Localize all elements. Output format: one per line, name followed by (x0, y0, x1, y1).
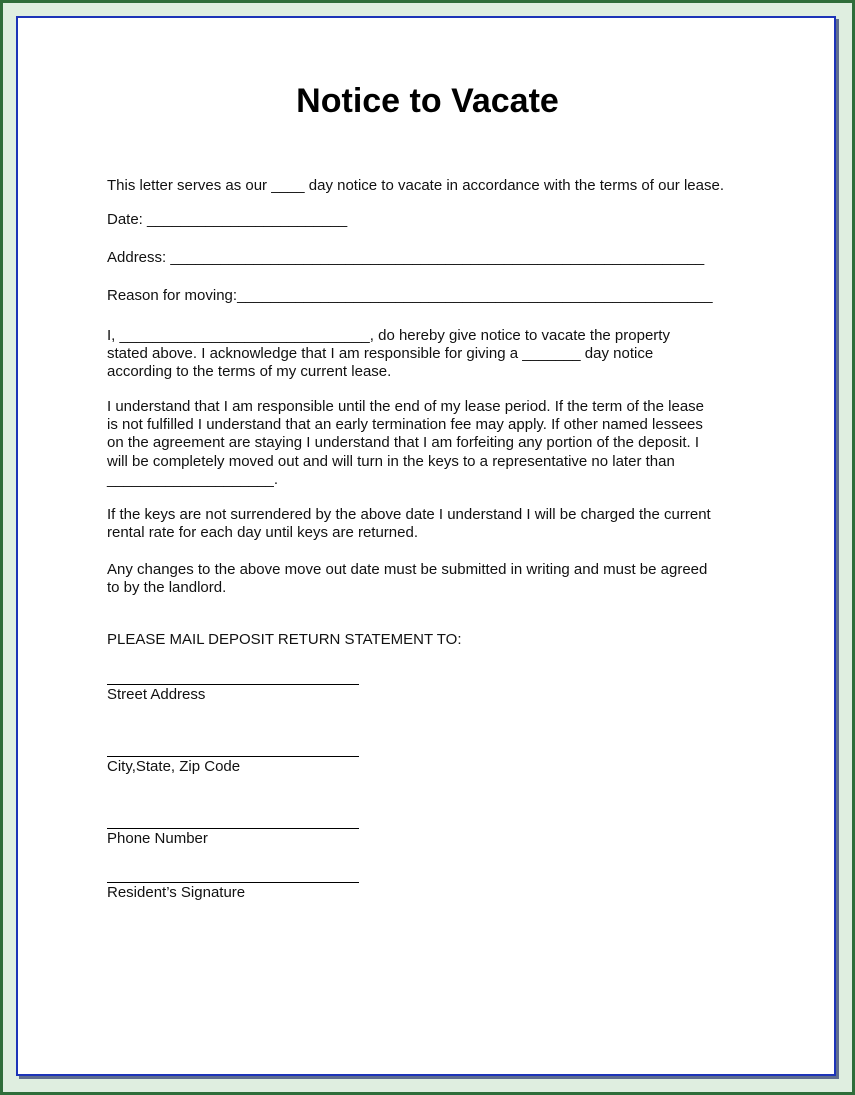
intro-line: This letter serves as our ____ day notice to vacate in accordance with the terms of our lease. (107, 177, 724, 194)
changes-line-2: to by the landlord. (107, 579, 227, 596)
changes-line-1: Any changes to the above move out date must be submitted in writing and must be agreed (107, 561, 708, 578)
responsibility-line-4: will be completely moved out and will turn in the keys to a representative no later than (107, 453, 675, 470)
responsibility-line-3: on the agreement are staying I understand that I am forfeiting any portion of the deposit. I (107, 434, 700, 451)
document-page (16, 16, 836, 1076)
signature-line (107, 882, 359, 883)
acknowledge-line-2: stated above. I acknowledge that I am responsible for giving a _______ day notice (107, 345, 654, 362)
street-address-line (107, 684, 359, 685)
acknowledge-line-3: according to the terms of my current lease. (107, 363, 392, 380)
city-state-zip-label: City,State, Zip Code (107, 758, 241, 775)
address-line: Address: ________________________________________________________________ (107, 249, 705, 266)
responsibility-line-2: is not fulfilled I understand that an early termination fee may apply. If other named lessees (107, 416, 703, 433)
keys-line-1: If the keys are not surrendered by the above date I understand I will be charged the current (107, 506, 711, 523)
reason-line: Reason for moving:_________________________________________________________ (107, 287, 713, 304)
acknowledge-line-1: I, ______________________________, do hereby give notice to vacate the property (107, 327, 670, 344)
keys-line-2: rental rate for each day until keys are returned. (107, 524, 419, 541)
mail-heading: PLEASE MAIL DEPOSIT RETURN STATEMENT TO: (107, 631, 462, 648)
date-line: Date: ________________________ (107, 211, 348, 228)
responsibility-line-5: ____________________. (107, 471, 279, 488)
street-address-label: Street Address (107, 686, 206, 703)
signature-label: Resident’s Signature (107, 884, 246, 901)
document-title: Notice to Vacate (296, 82, 559, 120)
responsibility-line-1: I understand that I am responsible until the end of my lease period. If the term of the lease (107, 398, 705, 415)
phone-number-line (107, 828, 359, 829)
city-state-zip-line (107, 756, 359, 757)
phone-number-label: Phone Number (107, 830, 208, 847)
